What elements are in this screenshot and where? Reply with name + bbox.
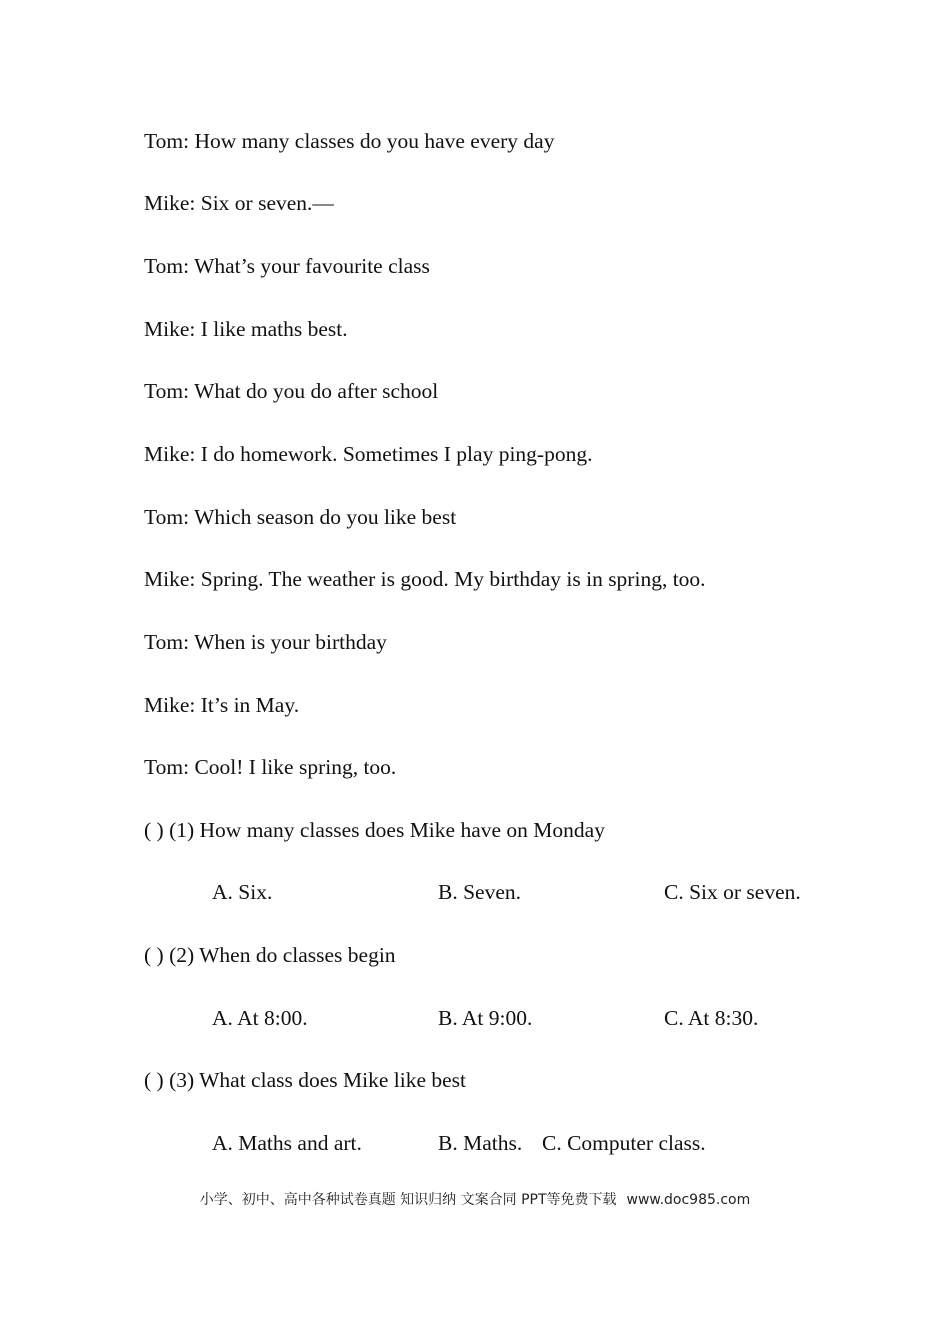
question-2-option-c: C. At 8:30. xyxy=(664,1006,759,1030)
question-3-option-c: C. Computer class. xyxy=(542,1131,706,1155)
footer-text: 小学、初中、高中各种试卷真题 知识归纳 文案合同 PPT等免费下载 xyxy=(199,1192,617,1208)
question-1-option-a: A. Six. xyxy=(212,880,273,904)
dialogue-line: Tom: Cool! I like spring, too. xyxy=(144,755,397,779)
dialogue-line: Mike: Spring. The weather is good. My birthday is in spring, too. xyxy=(144,567,706,591)
question-3: ( ) (3) What class does Mike like best xyxy=(144,1068,467,1092)
dialogue-line: Tom: How many classes do you have every day xyxy=(144,129,555,153)
footer-url[interactable]: www.doc985.com xyxy=(626,1192,751,1208)
dialogue-line: Tom: Which season do you like best xyxy=(144,505,457,529)
question-2-option-b: B. At 9:00. xyxy=(438,1006,533,1030)
dialogue-line: Tom: What’s your favourite class xyxy=(144,254,430,278)
question-3-option-a: A. Maths and art. xyxy=(212,1131,362,1155)
dialogue-line: Mike: Six or seven.— xyxy=(144,191,334,215)
question-3-option-b: B. Maths. xyxy=(438,1131,523,1155)
question-1-option-c: C. Six or seven. xyxy=(664,880,801,904)
dialogue-line: Tom: When is your birthday xyxy=(144,630,387,654)
dialogue-line: Mike: I like maths best. xyxy=(144,317,348,341)
dialogue-line: Mike: I do homework. Sometimes I play ping-pong. xyxy=(144,442,593,466)
question-2-option-a: A. At 8:00. xyxy=(212,1006,308,1030)
dialogue-line: Mike: It’s in May. xyxy=(144,693,300,717)
question-1-option-b: B. Seven. xyxy=(438,880,522,904)
dialogue-line: Tom: What do you do after school xyxy=(144,379,439,403)
question-2: ( ) (2) When do classes begin xyxy=(144,943,396,967)
footer xyxy=(0,1190,950,1210)
question-1: ( ) (1) How many classes does Mike have on Monday xyxy=(144,818,605,842)
